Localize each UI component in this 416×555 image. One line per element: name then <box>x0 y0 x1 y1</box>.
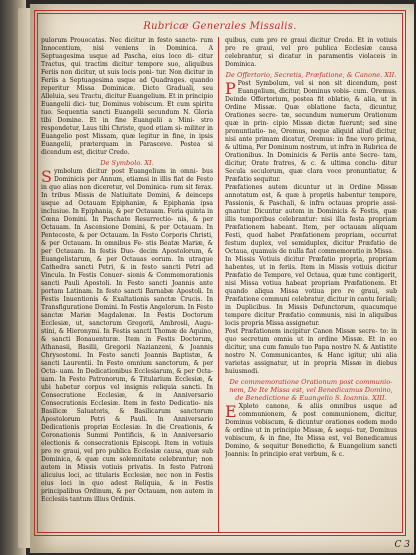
page-frame <box>34 10 406 536</box>
section-heading-offertorio: De Offertorio, Secretis, Præfatione, & Canone. XII. <box>225 71 397 79</box>
left-paragraph-2 <box>41 168 213 504</box>
section-heading-commemoratione: De commemoratione Orationum post communio- nem, De Ite Missa est, vel Benedicamus Domino, de Benedictione & Euangelio S. Ioannis. XIII. <box>229 378 393 402</box>
left-paragraph-1: pulorum Prouocatas. Nec dicitur in festo sancto- rum Innocentium, nisi veniens in Dominica. A Septuagesima usque ad Pascha, eius loco di- citur Tractus, qui tractim dicitur tempore suo, aliquibus Feriis non dicitur, ut suis locis poni- tur. Non dicitur in Feriis a Septuagesima usque ad Quadrages. quando reperitur Missa Dominicæ. Dicto Graduali, seu Alleluia, seu Tractu, dicitur Euangelium. Et in principio Euangelii dici- tur, Dominus vobiscum. Et cum spiritu tuo. Sequentia sancti Euangelii secundum N. Gloria tibi Domine. Et in fine Euangelii a Mini- stro respondetur, Laus tibi Christe, quod etiam si- militer in Euangelio post Missam, quæ legitur in fine, in ipsis Euangelii, præterquam in Parasceve. Postea si dicendum est, dicitur Credo. <box>41 37 213 156</box>
right-paragraph-2-text: Post Symbolum, vel si non sit dicendum, post Euangelium, dicitur, Dominus vobis- cum. Oremus. Deinde Offertorium, postea fit oblatio, & alia, ut in Ordine Missæ. Quæ oblatione facta, dicuntur, Orationes secre- tæ, secundum numerum Orationum quæ in prin- cipio Missæ dictæ fuerunt; sed sine pronuntiatio- ne, Oremus, neque aliquid aliud dicitur, nisi ante primam dicatur, Oremus: in fine vero prima, & ultima, Per Dominum nostrum, ut infra in Rubrica de Orationibus. In Dominicis & Feriis ante Secre- tam, dicitur, Orate fratres, & c. & ultima conclu- ditur Secula seculorum, quæ clara voce pronuntiatur, & Præfatio sequitur. <box>225 80 397 183</box>
right-paragraph-2 <box>225 80 397 184</box>
right-paragraph-6 <box>225 403 397 459</box>
page-header: Rubricæ Generales Missalis. <box>143 21 297 32</box>
right-paragraph-6-text: Xpleto canone, & aliis omnibus usque ad communionem, & post communionem, dicitur, Dominus vobiscum, & dicuntur orationes eodem modo & ordine ut in principio Missæ, & sequi- tur, Dominus vobiscum, & in fine, Ite Missa est, vel Benedicamus Domino, & sequitur Benedictio, & Euangelium sancti Joannis: In principio erat verbum, & c. <box>225 403 397 458</box>
right-paragraph-5: Post Præfationem incipitur Canon Missæ secre- to: in quo secretum omnia ut in ordine Missæ. Et in eo dicitur, una cum famulo tuo Papa nostro N. & Antistite nostro N. Communicantes, & Hanc igitur, ubi alia varietas assignatur, ut in propria Missæ in diebus huiusmodi. <box>225 328 397 375</box>
right-paragraph-1: quibus, cum pro re graui dicitur Credo. Et in votiuis pro re graui, vel pro publica Ecclesiæ causa celebrantur, si dicatur in paramentis violaceis in Dominica. <box>225 37 397 68</box>
left-column <box>41 37 213 532</box>
left-paragraph-2-text: ymbolum dicitur post Euangelium in omni- bus Dominicis per Annum, etiamsi in illis fiat de Festo in quo alias non diceretur, vel Dominica- rum sit ferax. In tribus Missis de Natiuitate Domini, & deinceps usque ad Octauam Epiphaniæ, & Epiphania ipsa inclusiue. In Epiphania, & per Octauam. Feria quinta in Cœna Domini. In Paschate Resurrectio- nis, & per Octauam. In Ascensione Domini, & per Octauam. In Pentecoste, & per Octauam. In Festo Corporis Christi, & per Octauam. In omnibus Fe- stis Beatæ Mariæ, & per Octauam. In festis Duo- decim Apostolorum, & Euangelistarum, & per Octauas eorum. In utraque Cathedra sancti Petri, & in festo sancti Petri ad Vincula. In Festis Conuer- sionis & Commemorationis sancti Pauli Apostoli. In Festo sancti Joannis ante portam Latinam. In festo sancti Barnabæ Apostoli. In Festis Inuentionis & Exaltationis sanctæ Crucis. In Transfiguratione Domini. In Festis Angelorum. In Festo sanctæ Mariæ Magdalenæ. In Festis Doctorum Ecclesiæ, ut, sanctorum Gregorii, Ambrosii, Augu- stini, & Hieronymi. In Festis sancti Thomæ de Aquino, & sancti Bonauenturæ. Item in Festis Doctorum, Athanasii, Basilii, Gregorii Nazianzeni, & Joannis Chrysostomi. In Festo sancti Joannis Baptistæ, & sancti Laurentii. In Festo omnium sanctorum, & per Octa- uam. In Dedicationibus Ecclesiarum, & per Octa- uam. In Festo Patronorum, & Titularium Ecclesiæ, & ubi habetur corpus vel insignis reliquia sancti. In Consecratione Ecclesiæ, & in Anniversario Consecrationis Ecclesiæ. Item in festo Dedicatio- nis Basilicæ Saluatoris, & Basilicarum sanctorum Apostolorum Petri & Pauli. In Anniversario Dedicationis propriæ Ecclesiæ. In die Creationis, & Coronationis Summi Pontificis, & in Anniversario electionis & consecrationis Episcopi. Item in votiuis pro re graui, vel pro publica Ecclesiæ causa, quæ sub Dominica, & quæ cum solemnitate celebrantur; non autem in Missis votiuis privatis. In festo Patroni alicuius loci, ac titularis Ecclesiæ, nec non in Festis eius loci in quo adest Reliquia, & in Festis principalibus Ordinum, & per Octauam, non autem in Ecclesiis tantum illius Ordinis. <box>41 168 213 503</box>
column-divider <box>218 37 219 532</box>
book-page <box>30 4 414 553</box>
drop-cap-p: P <box>225 79 236 98</box>
signature-mark: C 3 <box>394 540 410 550</box>
drop-cap-e: E <box>225 402 237 421</box>
drop-cap-s: S <box>41 167 52 186</box>
section-heading-symbolo: De Symbolo. XI. <box>100 159 154 167</box>
right-column <box>225 37 397 532</box>
right-paragraph-3: Præfationes autem dicuntur ut in Ordine Missæ annotatum est, & quæ à propriis habentur tempore, Passionis, & Paschali, & infra octauas proprie assi- gnantur. Dicuntur autem in Dominicis & Festis, quæ illis temporibus celebrantur: nisi illa festa propriam Præfationem habeant. Item, per octauam aliquam Festi, quod habet Præfationem propriam, occurrat festum duplex, vel semiduplex, dicitur Præfatio de Octaua, quamuis de nulla fiat commemoratio in Missa. <box>225 184 397 255</box>
right-paragraph-4: In Missis Votiuis dicitur Præfatio propria, propriam habentes, ut in feriis. Item in Missis votiuis dicitur Præfatio de Tempore, vel Octaua, quæ tunc contigerit, nisi Missa votiua habeat propriam Præfationem. Et quando aliqua Missa votiua pro re graui, sub Præfatione communi celebratur, dicitur in cantu feriali; in Duplicibus. In Missis Defunctorum, quacumque tempore dicitur Præfatio communis, nisi in aliquibus locis propria Missa assignetur. <box>225 256 397 327</box>
